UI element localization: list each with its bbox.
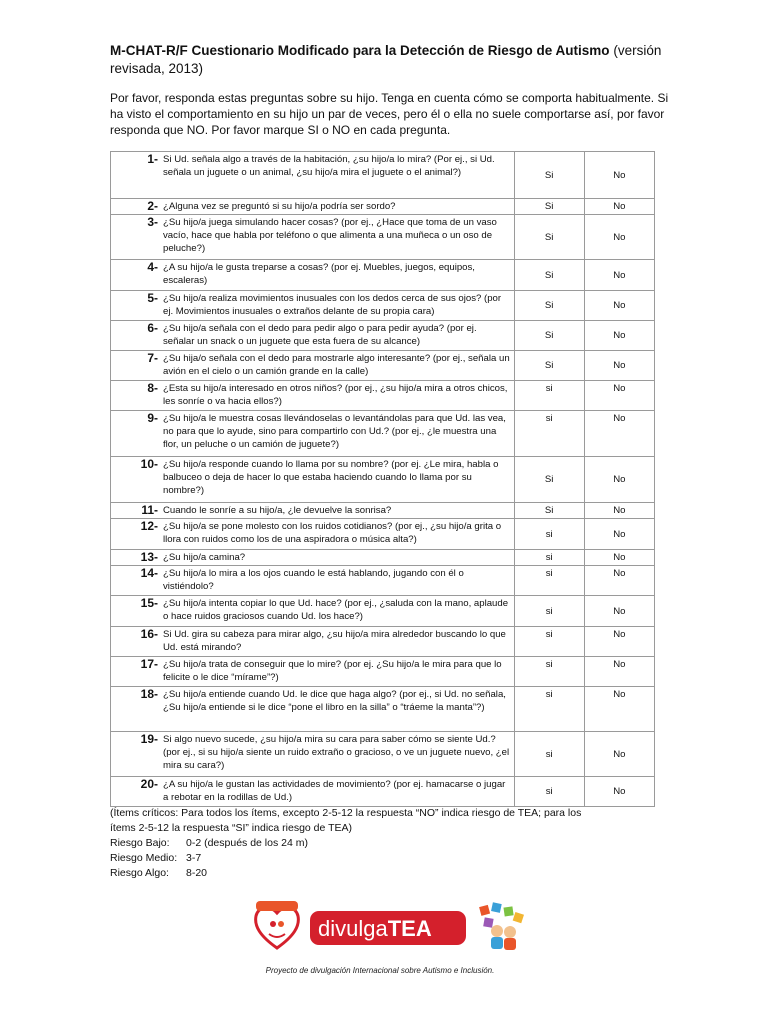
question-text: ¿Su hijo/a camina? xyxy=(163,552,246,563)
answer-no[interactable]: No xyxy=(584,627,654,657)
question-text: Si Ud. señala algo a través de la habitación, ¿su hijo/a lo mira? (Por ej., si Ud. señala un juguete o un animal, ¿su hijo/a mira el juguete o el animal?) xyxy=(163,154,495,178)
answer-yes[interactable]: Si xyxy=(514,152,584,199)
question-text: ¿Su hijo/a le muestra cosas llevándoselas o levantándolas para que Ud. las vea, no para que lo ayude, sino para compartirlo con Ud.? (por ej., ¿le muestra una flor, un peluche o un camión de juguete?) xyxy=(163,413,506,450)
answer-no[interactable]: No xyxy=(584,566,654,596)
answer-yes[interactable]: si xyxy=(514,381,584,411)
question-cell xyxy=(111,732,515,777)
question-number: 10- xyxy=(140,457,158,471)
question-cell xyxy=(111,550,515,566)
question-cell xyxy=(111,457,515,503)
question-number: 11- xyxy=(141,503,158,517)
question-number: 3- xyxy=(147,215,158,229)
question-number: 19- xyxy=(140,732,158,746)
answer-yes[interactable]: si xyxy=(514,411,584,457)
question-number: 15- xyxy=(140,596,158,610)
question-text: Si algo nuevo sucede, ¿su hijo/a mira su cara para saber cómo se siente Ud.? (por ej., si su hijo/a siente un ruido extraño o gracioso, o ve un juguete nuevo, ¿el mira su cara?) xyxy=(163,734,510,771)
question-number: 9- xyxy=(147,411,158,425)
question-row xyxy=(111,411,655,457)
footer-caption: Proyecto de divulgación Internacional sobre Autismo e Inclusión. xyxy=(265,966,495,975)
answer-no[interactable]: No xyxy=(584,321,654,351)
risk-low: Riesgo Bajo: 0-2 (después de los 24 m) xyxy=(110,837,308,849)
answer-yes[interactable]: Si xyxy=(514,260,584,291)
answer-yes[interactable]: si xyxy=(514,687,584,732)
question-text: ¿Su hijo/a juega simulando hacer cosas? (por ej., ¿Hace que toma de un vaso vacío, hace que habla por teléfono o que alimenta a una muñeca o un oso de peluche?) xyxy=(163,217,497,254)
question-row xyxy=(111,321,655,351)
question-cell xyxy=(111,777,515,807)
question-text: ¿Alguna vez se preguntó si su hijo/a podría ser sordo? xyxy=(163,201,396,212)
answer-yes[interactable]: si xyxy=(514,550,584,566)
answer-no[interactable]: No xyxy=(584,732,654,777)
questionnaire-table xyxy=(110,151,655,807)
question-text: Si Ud. gira su cabeza para mirar algo, ¿su hijo/a mira alrededor buscando lo que Ud. está mirando? xyxy=(163,629,506,653)
question-number: 8- xyxy=(147,381,158,395)
heart-logo-icon xyxy=(256,901,299,948)
question-row xyxy=(111,351,655,381)
question-cell xyxy=(111,519,515,550)
question-row xyxy=(111,381,655,411)
question-text: ¿Su hijo/a responde cuando lo llama por su nombre? (por ej. ¿Le mira, habla o balbuceo o deja de hacer lo que estaba haciendo cuando lo llama por su nombre?) xyxy=(163,459,499,496)
question-row xyxy=(111,687,655,732)
scoring-notes xyxy=(110,806,670,881)
answer-yes[interactable]: si xyxy=(514,657,584,687)
logos-strip xyxy=(252,898,542,956)
question-number: 7- xyxy=(147,351,158,365)
question-row xyxy=(111,215,655,260)
answer-yes[interactable]: Si xyxy=(514,457,584,503)
answer-no[interactable]: No xyxy=(584,381,654,411)
answer-yes[interactable]: si xyxy=(514,519,584,550)
answer-no[interactable]: No xyxy=(584,260,654,291)
question-number: 4- xyxy=(147,260,158,274)
answer-no[interactable]: No xyxy=(584,550,654,566)
question-number: 1- xyxy=(147,152,158,166)
question-row xyxy=(111,519,655,550)
question-row xyxy=(111,627,655,657)
logo-text: divulgaTEA xyxy=(318,916,432,941)
question-cell xyxy=(111,260,515,291)
question-cell xyxy=(111,215,515,260)
answer-no[interactable]: No xyxy=(584,519,654,550)
answer-yes[interactable]: Si xyxy=(514,351,584,381)
question-row xyxy=(111,566,655,596)
risk-medium: Riesgo Medio: 3-7 xyxy=(110,852,202,864)
answer-no[interactable]: No xyxy=(584,215,654,260)
divulgatea-logo xyxy=(310,911,466,945)
question-cell xyxy=(111,381,515,411)
children-mosaic-icon xyxy=(479,902,524,950)
question-text: ¿Su hijo/a señala con el dedo para pedir algo o para pedir ayuda? (por ej. señalar un snack o un juguete que esta fuera de su alcance) xyxy=(163,323,477,347)
question-text: ¿Su hijo/a intenta copiar lo que Ud. hace? (por ej., ¿saluda con la mano, aplaude o hace ruidos graciosos cuando Ud. los hace?) xyxy=(163,598,509,622)
question-text: ¿Su hijo/a trata de conseguir que lo mire? (por ej. ¿Su hijo/a le mira para que lo felicite o le dice “mírame”?) xyxy=(163,659,502,683)
question-cell xyxy=(111,199,515,215)
question-row xyxy=(111,152,655,199)
answer-no[interactable]: No xyxy=(584,199,654,215)
answer-no[interactable]: No xyxy=(584,596,654,627)
question-row xyxy=(111,550,655,566)
question-row xyxy=(111,260,655,291)
critical-items-note-line2: ítems 2-5-12 la respuesta “SI” indica riesgo de TEA) xyxy=(110,822,352,834)
answer-no[interactable]: No xyxy=(584,152,654,199)
question-text: ¿Su hijo/a se pone molesto con los ruidos cotidianos? (por ej., ¿su hijo/a grita o llora con ruidos como los de una aspiradora o música alta?) xyxy=(163,521,502,545)
answer-yes[interactable]: si xyxy=(514,596,584,627)
question-cell xyxy=(111,596,515,627)
answer-yes[interactable]: Si xyxy=(514,291,584,321)
question-number: 14- xyxy=(140,566,158,580)
question-text: ¿A su hijo/a le gusta treparse a cosas? (por ej. Muebles, juegos, equipos, escaleras) xyxy=(163,262,475,286)
question-number: 20- xyxy=(140,777,158,791)
answer-no[interactable]: No xyxy=(584,503,654,519)
question-row xyxy=(111,777,655,807)
document-title xyxy=(110,42,670,78)
question-row xyxy=(111,503,655,519)
risk-high: Riesgo Algo: 8-20 xyxy=(110,867,208,879)
answer-yes[interactable]: Si xyxy=(514,321,584,351)
question-number: 12- xyxy=(140,519,158,533)
answer-no[interactable]: No xyxy=(584,687,654,732)
question-cell xyxy=(111,627,515,657)
question-number: 2- xyxy=(147,199,158,213)
answer-no[interactable]: No xyxy=(584,657,654,687)
question-text: ¿Su hijo/a lo mira a los ojos cuando le está hablando, jugando con él o vistiéndolo? xyxy=(163,568,464,592)
question-cell xyxy=(111,503,515,519)
answer-no[interactable]: No xyxy=(584,411,654,457)
question-row xyxy=(111,732,655,777)
question-cell xyxy=(111,566,515,596)
question-number: 16- xyxy=(140,627,158,641)
question-number: 13- xyxy=(140,550,158,564)
logos xyxy=(252,898,542,956)
question-number: 5- xyxy=(147,291,158,305)
question-row xyxy=(111,199,655,215)
answer-yes[interactable]: si xyxy=(514,732,584,777)
question-cell xyxy=(111,291,515,321)
answer-no[interactable]: No xyxy=(584,351,654,381)
title-version: (versión revisada, 2013) xyxy=(110,43,662,76)
answer-yes[interactable]: si xyxy=(514,777,584,807)
answer-yes[interactable]: Si xyxy=(514,199,584,215)
question-cell xyxy=(111,152,515,199)
instructions: Por favor, responda estas preguntas sobre su hijo. Tenga en cuenta cómo se comporta habitualmente. Si ha visto el comportamiento en su hijo un par de veces, pero él o ella no suele comportarse así, por favor responda que NO. Por favor marque SI o NO en cada pregunta. xyxy=(110,91,669,137)
question-number: 17- xyxy=(140,657,158,671)
question-text: ¿Esta su hijo/a interesado en otros niños? (por ej., ¿su hijo/a mira a otros chicos, les sonríe o va hacia ellos?) xyxy=(163,383,508,407)
critical-items-note-line1: (Ítems críticos: Para todos los ítems, excepto 2-5-12 la respuesta “NO” indica riesgo de TEA; para los xyxy=(110,807,582,819)
question-text: ¿A su hijo/a le gustan las actividades de movimiento? (por ej. hamacarse o jugar a rebotar en la rodillas de Ud.) xyxy=(163,779,506,803)
question-cell xyxy=(111,687,515,732)
question-text: ¿Su hija/o señala con el dedo para mostrarle algo interesante? (por ej., señala un avión en el cielo o un camión grande en la calle) xyxy=(163,353,510,377)
question-row xyxy=(111,596,655,627)
question-number: 18- xyxy=(140,687,158,701)
question-text: ¿Su hijo/a entiende cuando Ud. le dice que haga algo? (por ej., si Ud. no señala, ¿Su hijo/a entiende si le dice “pone el libro en la silla” o “tráeme la manta”?) xyxy=(163,689,506,713)
title-main: M-CHAT-R/F Cuestionario Modificado para la Detección de Riesgo de Autismo xyxy=(110,43,610,58)
question-cell xyxy=(111,411,515,457)
question-cell xyxy=(111,321,515,351)
question-cell xyxy=(111,351,515,381)
question-row xyxy=(111,657,655,687)
answer-no[interactable]: No xyxy=(584,777,654,807)
answer-yes[interactable]: Si xyxy=(514,215,584,260)
question-text: Cuando le sonríe a su hijo/a, ¿le devuelve la sonrisa? xyxy=(163,505,392,516)
question-text: ¿Su hijo/a realiza movimientos inusuales con los dedos cerca de sus ojos? (por ej. Movimientos inusuales o extraños delante de su propia cara) xyxy=(163,293,502,317)
question-row xyxy=(111,291,655,321)
answer-yes[interactable]: si xyxy=(514,627,584,657)
question-number: 6- xyxy=(147,321,158,335)
answer-yes[interactable]: Si xyxy=(514,503,584,519)
question-row xyxy=(111,457,655,503)
answer-no[interactable]: No xyxy=(584,457,654,503)
answer-no[interactable]: No xyxy=(584,291,654,321)
answer-yes[interactable]: si xyxy=(514,566,584,596)
question-cell xyxy=(111,657,515,687)
